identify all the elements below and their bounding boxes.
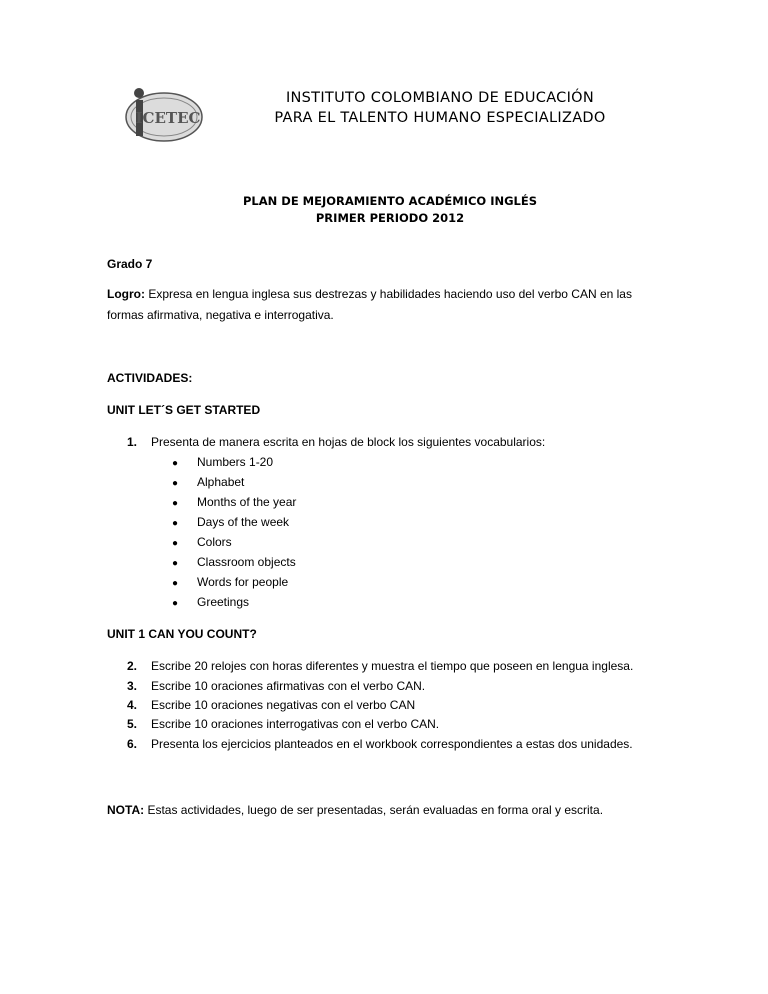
bullet-text: Classroom objects <box>197 555 296 569</box>
bullet-text: Numbers 1-20 <box>197 455 274 469</box>
bullet-text: Colors <box>197 535 232 549</box>
grade-label: Grado 7 <box>107 257 153 271</box>
logo-text: ICETEC <box>135 109 201 127</box>
item-text: Presenta los ejercicios planteados en el workbook correspondientes a estas dos unidades. <box>151 737 633 751</box>
bullet-text: Months of the year <box>197 495 297 509</box>
institution-name-line1: INSTITUTO COLOMBIANO DE EDUCACIÓN <box>285 90 595 106</box>
bullet-text: Words for people <box>197 575 289 589</box>
list-item <box>127 658 633 674</box>
item-text: Escribe 10 oraciones afirmativas con el verbo CAN. <box>151 679 426 693</box>
bullet-icon: ● <box>172 538 179 549</box>
bullet-item <box>172 574 288 592</box>
bullet-icon: ● <box>172 558 179 569</box>
bullet-item <box>172 534 232 552</box>
item-number: 4. <box>127 698 138 712</box>
activities-heading: ACTIVIDADES: <box>107 371 193 385</box>
list-item <box>127 678 425 694</box>
unit1-title: UNIT 1 CAN YOU COUNT? <box>107 627 257 641</box>
plan-period: PRIMER PERIODO 2012 <box>315 211 465 225</box>
logro-label: Logro: <box>107 287 145 301</box>
plan-title: PLAN DE MEJORAMIENTO ACADÉMICO INGLÉS <box>242 194 538 208</box>
unit0-title: UNIT LET´S GET STARTED <box>107 403 261 417</box>
item-text: Escribe 10 oraciones interrogativas con el verbo CAN. <box>151 717 440 731</box>
bullet-item <box>172 494 296 512</box>
bullet-item <box>172 514 289 532</box>
item-text: Escribe 10 oraciones negativas con el verbo CAN <box>151 698 416 712</box>
item-number: 2. <box>127 659 138 673</box>
bullet-icon: ● <box>172 498 179 509</box>
icetec-logo <box>118 84 204 146</box>
logro-line1 <box>107 286 632 302</box>
bullet-text: Days of the week <box>197 515 290 529</box>
list-item <box>127 434 545 450</box>
note-text: Estas actividades, luego de ser presentadas, serán evaluadas en forma oral y escrita. <box>144 803 604 817</box>
list-item <box>127 716 439 732</box>
item-number: 3. <box>127 679 138 693</box>
item-number: 5. <box>127 717 138 731</box>
institution-name-line2: PARA EL TALENTO HUMANO ESPECIALIZADO <box>274 110 606 126</box>
bullet-item <box>172 554 296 572</box>
item-number: 6. <box>127 737 138 751</box>
item-number: 1. <box>127 435 138 449</box>
list-item <box>127 736 633 752</box>
bullet-icon: ● <box>172 578 179 589</box>
bullet-item <box>172 474 244 492</box>
bullet-icon: ● <box>172 478 179 489</box>
list-item <box>127 697 415 713</box>
bullet-icon: ● <box>172 518 179 529</box>
logro-text-1: Expresa en lengua inglesa sus destrezas y habilidades haciendo uso del verbo CAN en las <box>145 287 632 301</box>
bullet-item <box>172 594 249 612</box>
note <box>107 802 603 818</box>
note-label: NOTA: <box>107 803 145 817</box>
bullet-icon: ● <box>172 598 179 609</box>
bullet-text: Alphabet <box>197 475 245 489</box>
bullet-text: Greetings <box>197 595 250 609</box>
bullet-icon: ● <box>172 458 179 469</box>
logro-line2: formas afirmativa, negativa e interrogativa. <box>107 308 334 322</box>
item-text: Escribe 20 relojes con horas diferentes y muestra el tiempo que poseen en lengua inglesa. <box>151 659 634 673</box>
item-text: Presenta de manera escrita en hojas de block los siguientes vocabularios: <box>151 435 546 449</box>
bullet-item <box>172 454 273 472</box>
